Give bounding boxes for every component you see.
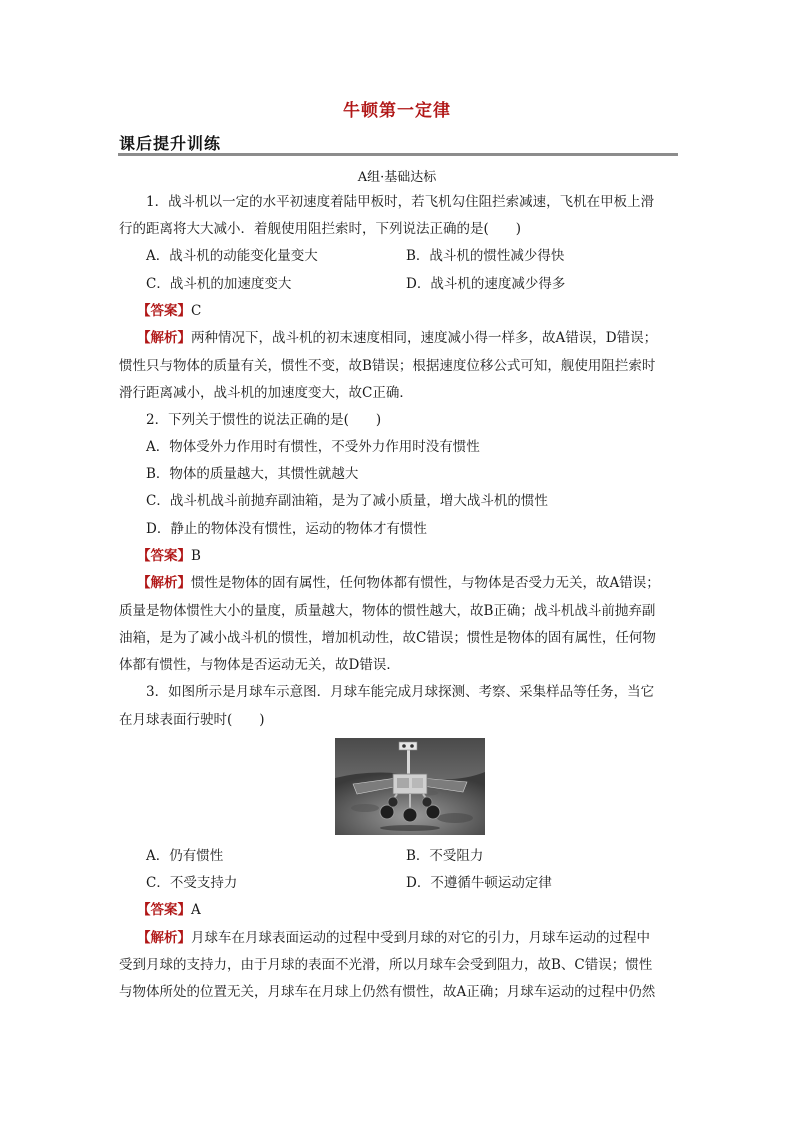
q3-answer — [137, 900, 201, 920]
q1-answer — [137, 301, 201, 321]
q1-analysis-line-1 — [137, 328, 657, 348]
analysis-tag: 【解析】 — [137, 330, 191, 346]
q1-option-c: C．战斗机的加速度变大 — [146, 276, 292, 292]
q2-option-d: D．静止的物体没有惯性，运动的物体才有惯性 — [146, 521, 427, 537]
q3-analysis-line-2: 受到月球的支持力，由于月球的表面不光滑，所以月球车会受到阻力，故B、C错误；惯性 — [119, 957, 653, 973]
q3-analysis-line-1 — [137, 928, 650, 948]
q1-stem-line-2: 行的距离将大大减小．着舰使用阻拦索时，下列说法正确的是( ) — [119, 221, 522, 237]
section-heading: 课后提升训练 — [119, 134, 222, 153]
q3-stem-line-2: 在月球表面行驶时( ) — [119, 712, 265, 728]
q1-option-b: B．战斗机的惯性减少得快 — [406, 248, 565, 264]
q2-analysis-line-2: 质量是物体惯性大小的量度，质量越大，物体的惯性越大，故B正确；战斗机战斗前抛弃副 — [119, 603, 656, 619]
page-title: 牛顿第一定律 — [343, 101, 451, 121]
analysis-tag: 【解析】 — [137, 930, 191, 946]
q1-option-d: D．战斗机的速度减少得多 — [406, 276, 566, 292]
q2-analysis-line-1 — [137, 573, 660, 593]
q3-answer-value: A — [191, 902, 201, 918]
q2-analysis-line-4: 体都有惯性，与物体是否运动无关，故D错误． — [119, 657, 400, 673]
q1-option-a: A．战斗机的动能变化量变大 — [146, 248, 318, 264]
q2-stem: 2．下列关于惯性的说法正确的是( ) — [146, 412, 382, 428]
q3-stem-line-1: 3．如图所示是月球车示意图．月球车能完成月球探测、考察、采集样品等任务，当它 — [146, 684, 655, 700]
q2-analysis-text-1: 惯性是物体的固有属性，任何物体都有惯性，与物体是否受力无关，故A错误； — [191, 575, 660, 591]
q1-analysis-text-1: 两种情况下，战斗机的初末速度相同，速度减小得一样多，故A错误，D错误； — [191, 330, 658, 346]
q2-answer — [137, 546, 201, 566]
q2-answer-value: B — [191, 548, 201, 564]
q1-stem-line-1: 1．战斗机以一定的水平初速度着陆甲板时，若飞机勾住阻拦索减速，飞机在甲板上滑 — [146, 194, 655, 210]
q2-option-b: B．物体的质量越大，其惯性就越大 — [146, 466, 359, 482]
q3-option-d: D．不遵循牛顿运动定律 — [406, 875, 552, 891]
answer-tag: 【答案】 — [137, 548, 191, 564]
q1-analysis-line-2: 惯性只与物体的质量有关，惯性不变，故B错误；根据速度位移公式可知，舰使用阻拦索时 — [119, 358, 656, 374]
q3-analysis-line-3: 与物体所处的位置无关，月球车在月球上仍然有惯性，故A正确；月球车运动的过程中仍然 — [119, 984, 656, 1000]
q2-analysis-line-3: 油箱，是为了减小战斗机的惯性，增加机动性，故C错误；惯性是物体的固有属性，任何物 — [119, 630, 656, 646]
section-divider — [118, 153, 678, 156]
answer-tag: 【答案】 — [137, 902, 191, 918]
group-heading: A组·基础达标 — [357, 170, 437, 185]
q1-answer-value: C — [191, 303, 202, 319]
q1-analysis-line-3: 滑行距离减小，战斗机的加速度变大，故C正确． — [119, 385, 413, 401]
analysis-tag: 【解析】 — [137, 575, 191, 591]
q3-analysis-text-1: 月球车在月球表面运动的过程中受到月球的对它的引力，月球车运动的过程中 — [191, 930, 650, 946]
q3-option-a: A．仍有惯性 — [146, 848, 224, 864]
answer-tag: 【答案】 — [137, 303, 191, 319]
q2-option-c: C．战斗机战斗前抛弃副油箱，是为了减小质量，增大战斗机的惯性 — [146, 493, 548, 509]
q3-option-b: B．不受阻力 — [406, 848, 484, 864]
lunar-rover-image — [335, 738, 485, 835]
q3-option-c: C．不受支持力 — [146, 875, 238, 891]
q2-option-a: A．物体受外力作用时有惯性，不受外力作用时没有惯性 — [146, 439, 480, 455]
